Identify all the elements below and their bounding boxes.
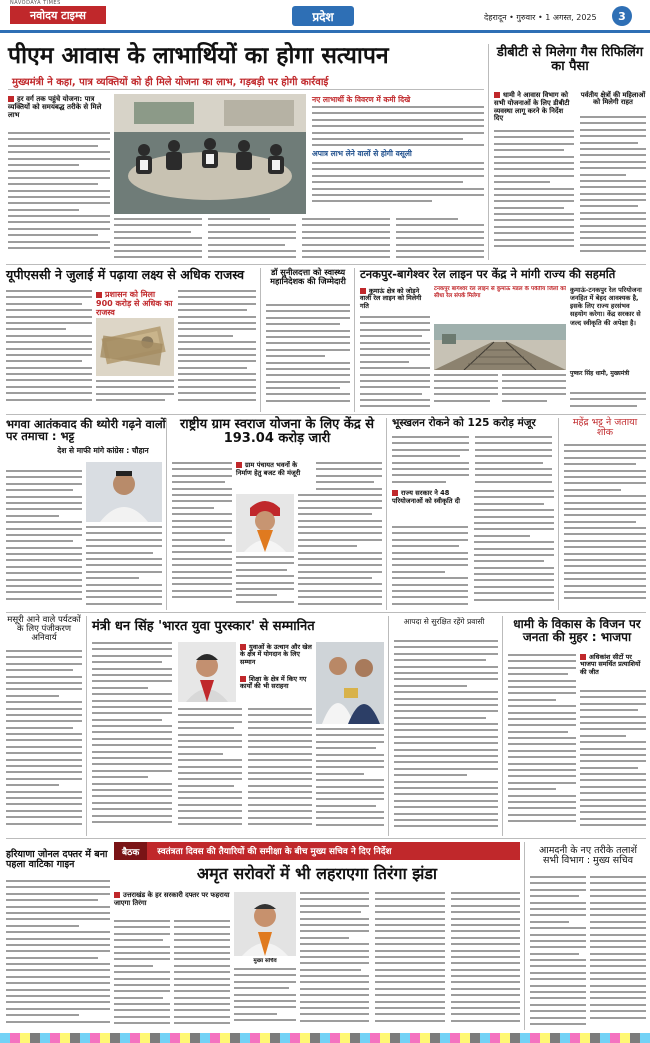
upsc-currency-photo: [96, 318, 174, 376]
gram-headline: राष्ट्रीय ग्राम स्वराज योजना के लिए केंद्र से 193.04 करोड़ जारी: [179, 417, 375, 446]
aamdani-body: [530, 876, 646, 1030]
amrit-headline: अमृत सरोवरों में भी लहराएगा तिरंगा झंडा: [196, 864, 438, 883]
dhami-dev-point: अधिकांश सीटों पर भाजपा समर्थित प्रत्याशियों की जीत: [580, 654, 646, 676]
top-rule: [0, 30, 650, 33]
dhan-award-photo: [316, 642, 384, 724]
divider: [6, 612, 646, 613]
gram-body-3: [236, 556, 294, 610]
aamdani-headline: आमदनी के नए तरीके तलाशें सभी विभाग : मुख्य सचिव: [539, 845, 637, 866]
amrit-photo-caption: मुख्य सचिव: [253, 958, 277, 964]
gas-side-body: [580, 116, 646, 260]
masthead: [0, 0, 650, 30]
rail-quote-by: पुष्कर सिंह धामी, मुख्यमंत्री: [570, 370, 630, 377]
lead-inner-box-title: अपात्र लाभ लेने वालों से होगी वसूली: [312, 149, 412, 158]
dhan-body-2: [178, 708, 312, 834]
amrit-body: [114, 920, 230, 1030]
upsc-body: [6, 290, 92, 410]
rail-point: कुमाऊं क्षेत्र को जोड़ने वाली रेल लाइन को मिलेगी गति: [360, 288, 430, 310]
sushila-headline: डॉ सुनीलदत्ता को स्वास्थ्य महानिदेशक की जिम्मेदारी: [270, 267, 346, 286]
dhami-dev-headline: धामी के विकास के विजन पर जनता की मुहर : भाजपा: [513, 617, 641, 644]
quake-body-3: [474, 490, 554, 610]
rail-photo: [434, 324, 566, 370]
rail-quote: कुमाऊं-टनकपुर रेल परियोजना जनहित में बेहद आवश्यक है, इसके लिए राज्य हरसंभव सहयोग करेगा। केंद्र सरकार से जल्द स्वीकृति की अपेक्षा है।: [570, 286, 642, 327]
gas-headline: डीबीटी से मिलेगा गैस रिफिलिंग का पैसा: [496, 45, 644, 74]
upsc-body-2: [96, 380, 174, 410]
quake-point: राज्य सरकार ने 48 परियोजनाओं को स्वीकृति दी: [392, 490, 468, 505]
divider: [6, 838, 646, 839]
column-divider: [524, 842, 525, 1030]
terror-body-2: [86, 526, 162, 610]
sushila-body: [266, 304, 350, 412]
gram-body-4: [316, 462, 382, 492]
gram-portrait: [236, 494, 294, 552]
gas-side-title: पर्वतीय क्षेत्रों की महिलाओं को मिलेगी राहत: [580, 91, 646, 107]
terror-portrait: [86, 462, 162, 522]
lead-side-point: हर वर्ग तक पहुंचे योजना: पात्र व्यक्तियों को समयबद्ध तरीके से मिले लाभ: [8, 95, 110, 119]
divider: [6, 264, 646, 265]
dateline: देहरादून • गुरुवार • 1 अगस्त, 2025: [484, 13, 597, 22]
rail-caption: टनकपुर बागेश्वर रेल लाइन से कुमाऊं मंडल के पर्वतीय जिलों को सीधा रेल संपर्क मिलेगा: [434, 286, 566, 299]
dhan-body: [92, 642, 172, 834]
mussoorie-body: [6, 650, 82, 834]
mahendra-headline: महेंद्र भट्ट ने जताया शोक: [572, 417, 638, 438]
anaj-headline: आपदा से सुरक्षित रहेंगे प्रवासी: [403, 617, 485, 626]
dhan-body-3: [316, 728, 384, 834]
dhami-dev-body: [508, 654, 576, 834]
dhami-dev-body-2: [580, 690, 646, 834]
brand-top-label: NAVODAYA TIMES: [10, 0, 61, 6]
dhan-point-2: शिक्षा के क्षेत्र में किए गए कार्यों की भी सराहना: [240, 676, 312, 691]
dhan-portrait: [178, 642, 236, 702]
strip-text: स्वतंत्रता दिवस की तैयारियों की समीक्षा के बीच मुख्य सचिव ने दिए निर्देश: [157, 847, 392, 857]
rail-side-body: [570, 392, 646, 412]
quake-body: [392, 436, 552, 486]
gram-point: ग्राम पंचायत भवनों के निर्माण हेतु बजट की मंजूरी: [236, 462, 308, 477]
dhan-point-1: युवाओं के उत्थान और खेल के क्षेत्र में योगदान के लिए सम्मान: [240, 643, 312, 666]
page-number: 3: [612, 6, 632, 26]
quake-body-2: [392, 526, 468, 610]
column-divider: [166, 418, 167, 610]
print-registration-bar: [0, 1033, 650, 1043]
lead-side-body: [8, 132, 110, 260]
column-divider: [86, 616, 87, 836]
harsh-headline: हरियाणा जोनल दफ्तर में बना पहला वाटिका गाइन: [6, 849, 108, 870]
lead-subhead: मुख्यमंत्री ने कहा, पात्र व्यक्तियों को ही मिले योजना का लाभ, गड़बड़ी पर होगी कार्रवाई: [12, 77, 329, 88]
upsc-point: प्रशासन को मिला 900 करोड़ से अधिक का राजस्व: [96, 290, 173, 318]
divider: [6, 414, 646, 415]
mussoorie-headline: मसूरी आने वाले पर्यटकों के लिए पंजीकरण अनिवार्य: [7, 615, 81, 643]
quake-headline: भूस्खलन रोकने को 125 करोड़ मंजूर: [392, 417, 536, 429]
rail-body: [360, 316, 430, 412]
amrit-portrait: [234, 892, 296, 956]
gas-point: धामी ने आवास विभाग को सभी योजनाओं के लिए डीबीटी व्यवस्था लागू करने के निर्देश दिए: [494, 92, 574, 123]
column-divider: [502, 616, 503, 836]
lead-inner-box-body: [312, 162, 484, 212]
column-divider: [388, 616, 389, 836]
lead-headline: पीएम आवास के लाभार्थियों का होगा सत्यापन: [8, 43, 389, 69]
amrit-body-2: [234, 968, 296, 1030]
mahendra-body: [564, 444, 646, 610]
terror-body: [6, 470, 82, 610]
amrit-body-3: [300, 892, 520, 1030]
terror-point: देश से माफी मांगे कांग्रेस : चौहान: [57, 446, 149, 455]
dhan-headline: मंत्री धन सिंह 'भारत युवा पुरस्कार' से सम्मानित: [92, 619, 315, 634]
lead-highlight-body: [312, 106, 484, 150]
strip-tag: बैठक: [114, 842, 147, 860]
rail-headline: टनकपुर-बागेश्वर रेल लाइन पर केंद्र ने मांगी राज्य की सहमति: [360, 267, 616, 281]
lead-highlight: नए लाभार्थी के विवरण में कमी दिखे: [312, 95, 411, 104]
rail-body-2: [434, 374, 566, 412]
divider: [8, 89, 484, 90]
column-divider: [260, 268, 261, 412]
harsh-body: [6, 880, 110, 1030]
meeting-strip: [114, 842, 520, 860]
lead-meeting-photo: [114, 94, 306, 214]
column-divider: [386, 418, 387, 610]
upsc-body-3: [178, 290, 256, 410]
gas-body: [494, 130, 574, 260]
amrit-point: उत्तराखंड के हर सरकारी दफ्तर पर फहराया जाएगा तिरंगा: [114, 891, 230, 907]
section-label: प्रदेश: [292, 6, 354, 26]
column-divider: [558, 418, 559, 610]
brand-logo: नवोदय टाइम्स: [10, 6, 106, 24]
anaj-body: [394, 640, 498, 834]
lead-body: [114, 218, 484, 260]
gram-body-2: [298, 494, 382, 610]
gram-body: [172, 462, 232, 610]
upsc-headline: यूपीएससी ने जुलाई में पढ़ाया लक्ष्य से अधिक राजस्व: [6, 267, 245, 282]
column-divider: [488, 44, 489, 260]
terror-headline: भगवा आतंकवाद की थ्योरी गढ़ने वालों पर तमाचा : भट्ट: [6, 417, 166, 444]
column-divider: [354, 268, 355, 412]
